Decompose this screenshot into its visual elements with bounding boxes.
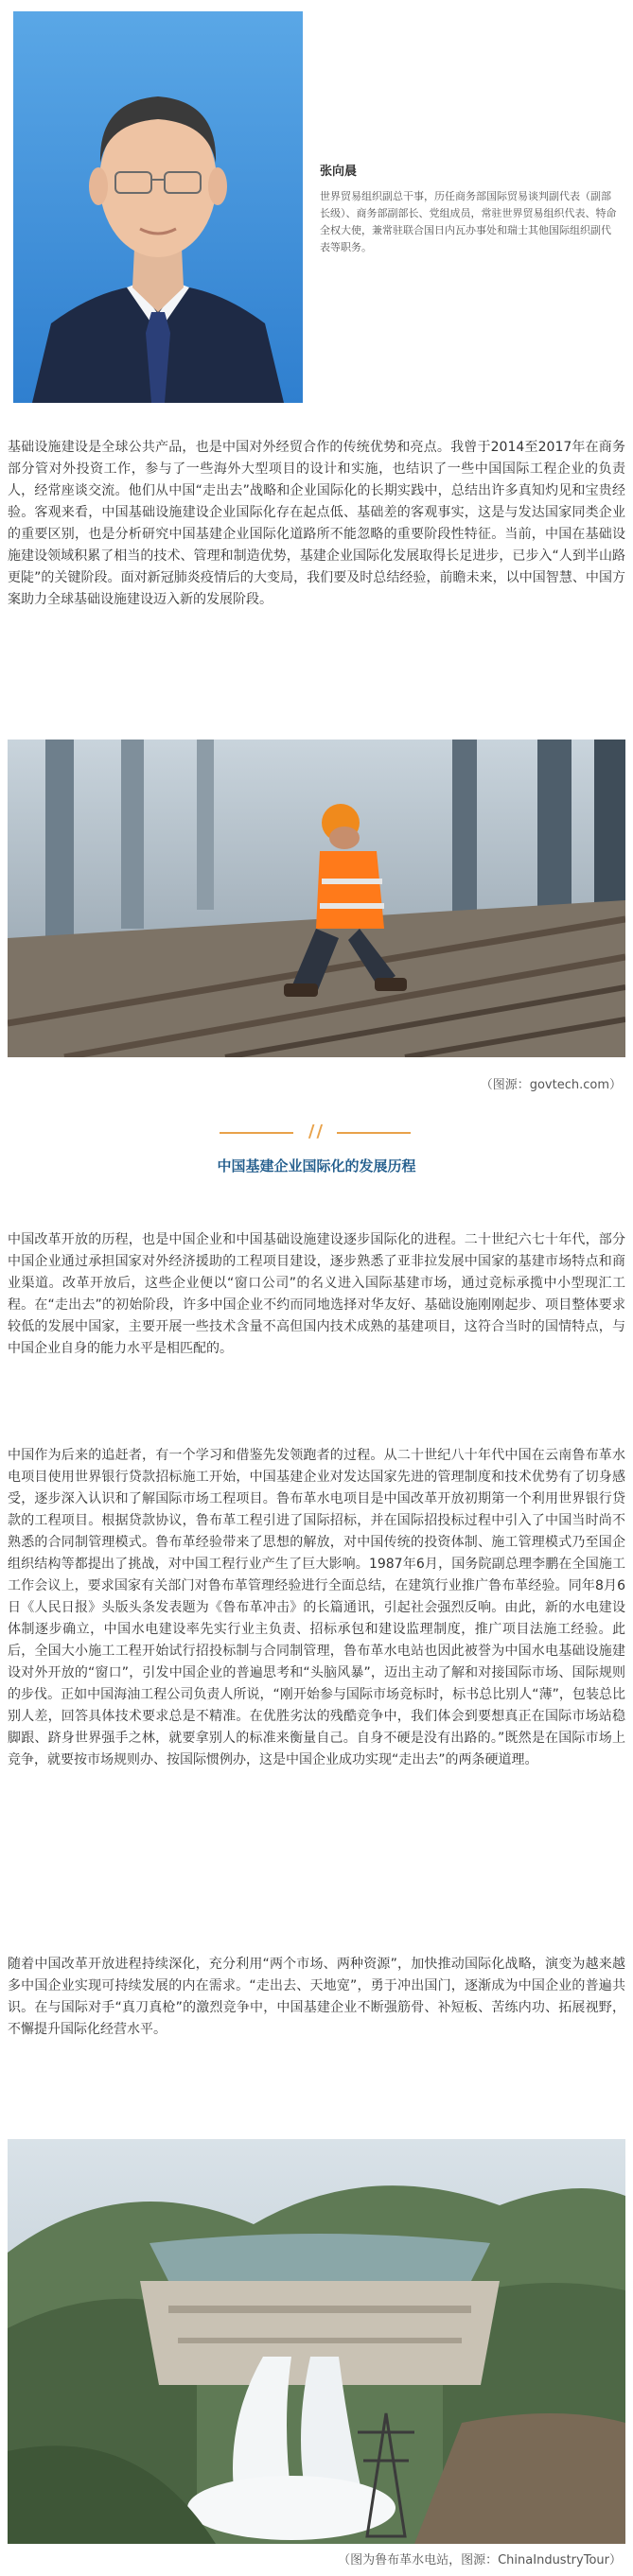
author-info bbox=[320, 161, 621, 256]
photo2-caption: （图为鲁布革水电站，图源：ChinaIndustryTour） bbox=[338, 2553, 622, 2567]
author-portrait bbox=[13, 11, 303, 403]
author-bio: 世界贸易组织副总干事，历任商务部国际贸易谈判副代表（副部长级）、商务部副部长、党组成员，常驻世界贸易组织代表、特命全权大使，兼常驻联合国日内瓦办事处和瑞士其他国际组织副代表等职务。 bbox=[320, 190, 617, 253]
paragraph-1: 中国改革开放的历程，也是中国企业和中国基础设施建设逐步国际化的进程。二十世纪六七十年代，部分中国企业通过承担国家对外经济援助的工程项目建设，逐步熟悉了亚非拉发展中国家的基建市场特点和商业渠道。改革开放后，这些企业便以“窗口公司”的名义进入国际基建市场，通过竞标承揽中小型现汇工程。在“走出去”的初始阶段，许多中国企业不约而同地选择对华友好、基础设施刚刚起步、项目整体要求较低的发展中国家，主要开展一些技术含量不高但国内技术成熟的基建项目，这符合当时的国情特点，与中国企业自身的能力水平是相匹配的。 bbox=[8, 1232, 625, 1356]
lubuge-dam-photo bbox=[8, 2139, 625, 2544]
section-title: 中国基建企业国际化的发展历程 bbox=[217, 1157, 416, 1175]
section-deco: // bbox=[308, 1122, 325, 1141]
section-heading bbox=[0, 1116, 633, 1192]
author-card bbox=[0, 0, 633, 412]
paragraph-2: 中国作为后来的追赶者，有一个学习和借鉴先发领跑者的过程。从二十世纪八十年代中国在云南鲁布革水电项目使用世界银行贷款招标施工开始，中国基建企业对发达国家先进的管理制度和技术优势有了切身感受，逐步深入认识和了解国际市场工程项目。鲁布革水电项目是中国改革开放初期第一个利用世界银行贷款的工程项目。根据贷款协议，鲁布革工程引进了国际招标，并在国际招投标过程中引入了中国当时尚不熟悉的合同制管理模式。鲁布革经验带来了思想的解放，对中国传统的投资体制、施工管理模式乃至国企组织结构等都提出了挑战，对中国工程行业产生了巨大影响。1987年6月，国务院副总理李鹏在全国施工工作会议上，要求国家有关部门对鲁布革管理经验进行全面总结，在建筑行业推广鲁布革经验。同年8月6日《人民日报》头版头条发表题为《鲁布革冲击》的长篇通讯，引起社会强烈反响。由此，新的水电建设体制逐步确立，中国水电建设率先实行业主负责、招标承包和建设监理制度，推广项目法施工经验。此后，全国大小施工工程开始试行招投标制与合同制管理，鲁布革水电站也因此被誉为中国水电基础设施建设对外开放的“窗口”，引发中国企业的普遍思考和“头脑风暴”，迈出主动了解和对接国际市场、国际规则的步伐。正如中国海油工程公司负责人所说，“刚开始参与国际市场竞标时，标书总比别人“薄”，包装总比别人差，回答具体技术要求总是不精准。在优胜劣汰的残酷竞争中，我们体会到要想真正在国际市场站稳脚跟、跻身世界强手之林，就要拿别人的标准来衡量自己。自身不硬是没有出路的。”既然是在国际市场上竞争，就要按市场规则办、按国际惯例办，这是中国企业成功实现“走出去”的两条硬道理。 bbox=[8, 1448, 625, 1767]
photo1-caption: （图源：govtech.com） bbox=[480, 1078, 622, 1092]
railway-worker-photo bbox=[8, 740, 625, 1057]
intro-paragraph: 基础设施建设是全球公共产品，也是中国对外经贸合作的传统优势和亮点。我曾于2014至2017年在商务部分管对外投资工作，参与了一些海外大型项目的设计和实施，也结识了一些中国国际工程企业的负责人，经常座谈交流。他们从中国“走出去”战略和企业国际化的长期实践中，总结出许多真知灼见和宝贵经验。客观来看，中国基础设施建设企业国际化存在起点低、基础差的客观事实，这是与发达国家同类企业的重要区别，也是分析研究中国基建企业国际化道路所不能忽略的重要阶段性特征。当前，中国在基础设施建设领域积累了相当的技术、管理和制造优势，基建企业国际化发展取得长足进步，已步入“人到半山路更陡”的关键阶段。面对新冠肺炎疫情后的大变局，我们要及时总结经验，前瞻未来，以中国智慧、中国方案助力全球基础设施建设迈入新的发展阶段。 bbox=[8, 440, 625, 607]
paragraph-3: 随着中国改革开放进程持续深化，充分利用“两个市场、两种资源”，加快推动国际化战略，演变为越来越多中国企业实现可持续发展的内在需求。“走出去、天地宽”，勇于冲出国门，逐渐成为中国企业的普遍共识。在与国际对手“真刀真枪”的激烈竞争中，中国基建企业不断强筋骨、补短板、苦练内功、拓展视野，不懈提升国际化经营水平。 bbox=[8, 1957, 625, 2037]
author-name: 张向晨 bbox=[320, 165, 358, 179]
